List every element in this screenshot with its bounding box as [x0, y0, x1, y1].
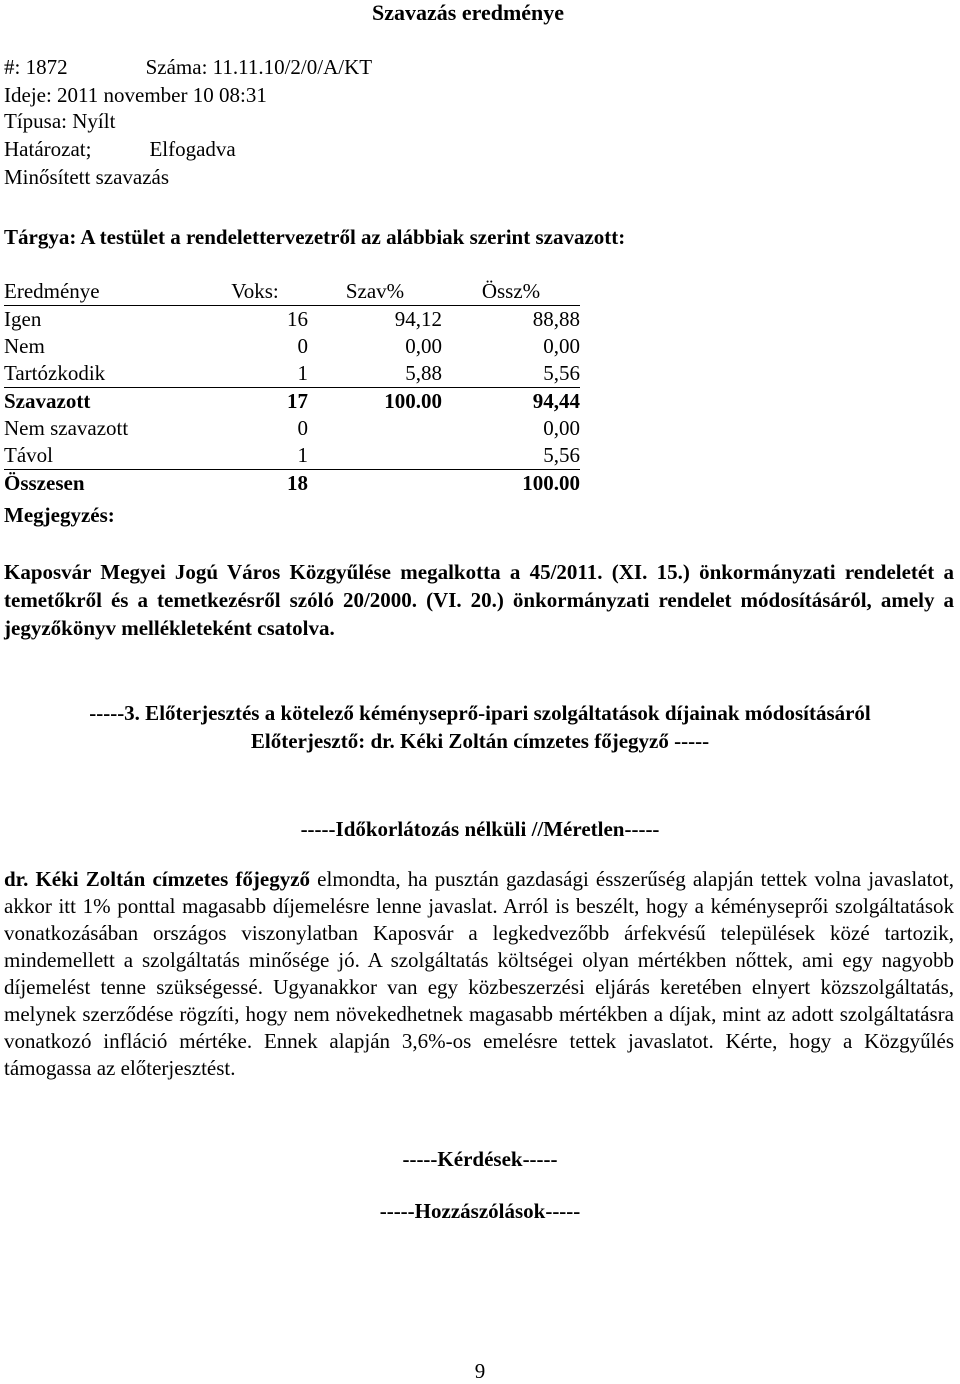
table-cell-szav: 0,00 — [405, 334, 442, 358]
agenda-presenter: Előterjesztő: dr. Kéki Zoltán címzetes főjegyző ----- — [250, 729, 710, 753]
table-cell-ossz: 5,56 — [442, 360, 580, 388]
table-cell-szav: 100.00 — [384, 389, 442, 413]
vote-number: #: 1872 Száma: 11.11.10/2/0/A/KT — [4, 55, 373, 79]
table-cell-szav: 5,88 — [308, 360, 442, 388]
table-cell-label: Szavazott — [4, 389, 91, 413]
questions-heading: -----Kérdések----- — [402, 1147, 558, 1171]
table-cell-szav — [308, 415, 442, 442]
vote-results-table — [4, 278, 580, 497]
vote-table-header-cell: Szav% — [308, 278, 442, 306]
vote-subject: Tárgya: A testület a rendelettervezetről az alábbiak szerint szavazott: — [4, 225, 626, 249]
table-cell-szav — [308, 442, 442, 470]
table-cell-voks: 1 — [202, 442, 308, 470]
table-cell-szav: 94,12 — [394, 307, 442, 331]
speech-paragraph — [4, 866, 954, 1082]
note-label: Megjegyzés: — [4, 503, 115, 527]
table-cell-label: Tartózkodik — [4, 360, 202, 388]
speech-text: elmondta, ha pusztán gazdasági ésszerűség alapján tettek volna javaslatot, akkor itt 1% ponttal magasabb díjemelésre lenne javaslat. Arról is beszélt, hogy a kéményseprői szolgáltatások vonatkozásában országos viszonylatban Kaposvár a legkedvezőbb árfekvésű települések közé tartozik, mindemellett a szolgáltatás minősége jó. A szolgáltatás költségei olyan mértékben nőttek, ami egy nagyobb díjemelést tenne szükségessé. Ugyanakkor van egy közbeszerzési eljárás keretében elnyert közszolgáltatás, melynek szerződése rögzíti, hogy nem növekedhetnek magasabb mértékben a díjak, mint az adott szolgáltatásra vonatkozó infláció mértéke. Ennek alapján 3,6%-os emelésre tettek javaslatot. Kérte, hogy a Közgyűlés támogassa az előterjesztést. — [4, 867, 954, 1080]
table-cell-voks: 18 — [287, 471, 308, 495]
vote-table-header-cell: Össz% — [442, 278, 580, 306]
page-title: Szavazás eredménye — [372, 0, 565, 25]
vote-quality: Minősített szavazás — [4, 165, 170, 189]
resolution-text: Kaposvár Megyei Jogú Város Közgyűlése megalkotta a 45/2011. (XI. 15.) önkormányzati rendeletét a temetőkről és a temetkezésről szóló 20/2000. (VI. 20.) önkormányzati rendelet módosításáról, amely a jegyzőkönyv mellékleteként csatolva. — [4, 560, 954, 640]
page-number: 9 — [474, 1359, 486, 1383]
table-row — [4, 442, 580, 470]
table-cell-label: Nem — [4, 334, 45, 358]
table-cell-ossz: 88,88 — [532, 307, 580, 331]
table-row — [4, 388, 580, 416]
table-cell-ossz: 5,56 — [442, 442, 580, 470]
table-row — [4, 470, 580, 498]
vote-time: Ideje: 2011 november 10 08:31 — [4, 83, 267, 107]
agenda-item-title: -----3. Előterjesztés a kötelező kéményseprő-ipari szolgáltatások díjainak módosításáról — [89, 701, 871, 725]
table-row — [4, 360, 580, 388]
table-row — [4, 333, 580, 360]
table-cell-ossz: 100.00 — [522, 471, 580, 495]
vote-table-header-cell: Voks: — [202, 278, 308, 306]
table-cell-label: Távol — [4, 442, 202, 470]
table-cell-label: Összesen — [4, 471, 85, 495]
table-row — [4, 415, 580, 442]
table-row — [4, 306, 580, 334]
table-cell-ossz: 94,44 — [532, 389, 580, 413]
comments-heading: -----Hozzászólások----- — [379, 1199, 581, 1223]
table-cell-label: Nem szavazott — [4, 416, 129, 440]
table-cell-voks: 1 — [202, 360, 308, 388]
table-cell-szav — [308, 470, 442, 498]
vote-table-header — [4, 278, 580, 306]
vote-table-header-cell: Eredménye — [4, 278, 202, 306]
table-cell-ossz: 0,00 — [543, 334, 580, 358]
vote-type: Típusa: Nyílt — [4, 109, 116, 133]
vote-decision: Határozat; Elfogadva — [4, 137, 236, 161]
table-cell-voks: 16 — [287, 307, 308, 331]
table-cell-ossz: 0,00 — [543, 416, 580, 440]
table-cell-voks: 0 — [297, 334, 308, 358]
time-limit-heading: -----Időkorlátozás nélküli //Méretlen----- — [300, 817, 660, 841]
table-cell-voks: 0 — [297, 416, 308, 440]
speaker-name: dr. Kéki Zoltán címzetes főjegyző — [4, 867, 311, 891]
table-cell-voks: 17 — [287, 389, 308, 413]
table-cell-label: Igen — [4, 307, 42, 331]
